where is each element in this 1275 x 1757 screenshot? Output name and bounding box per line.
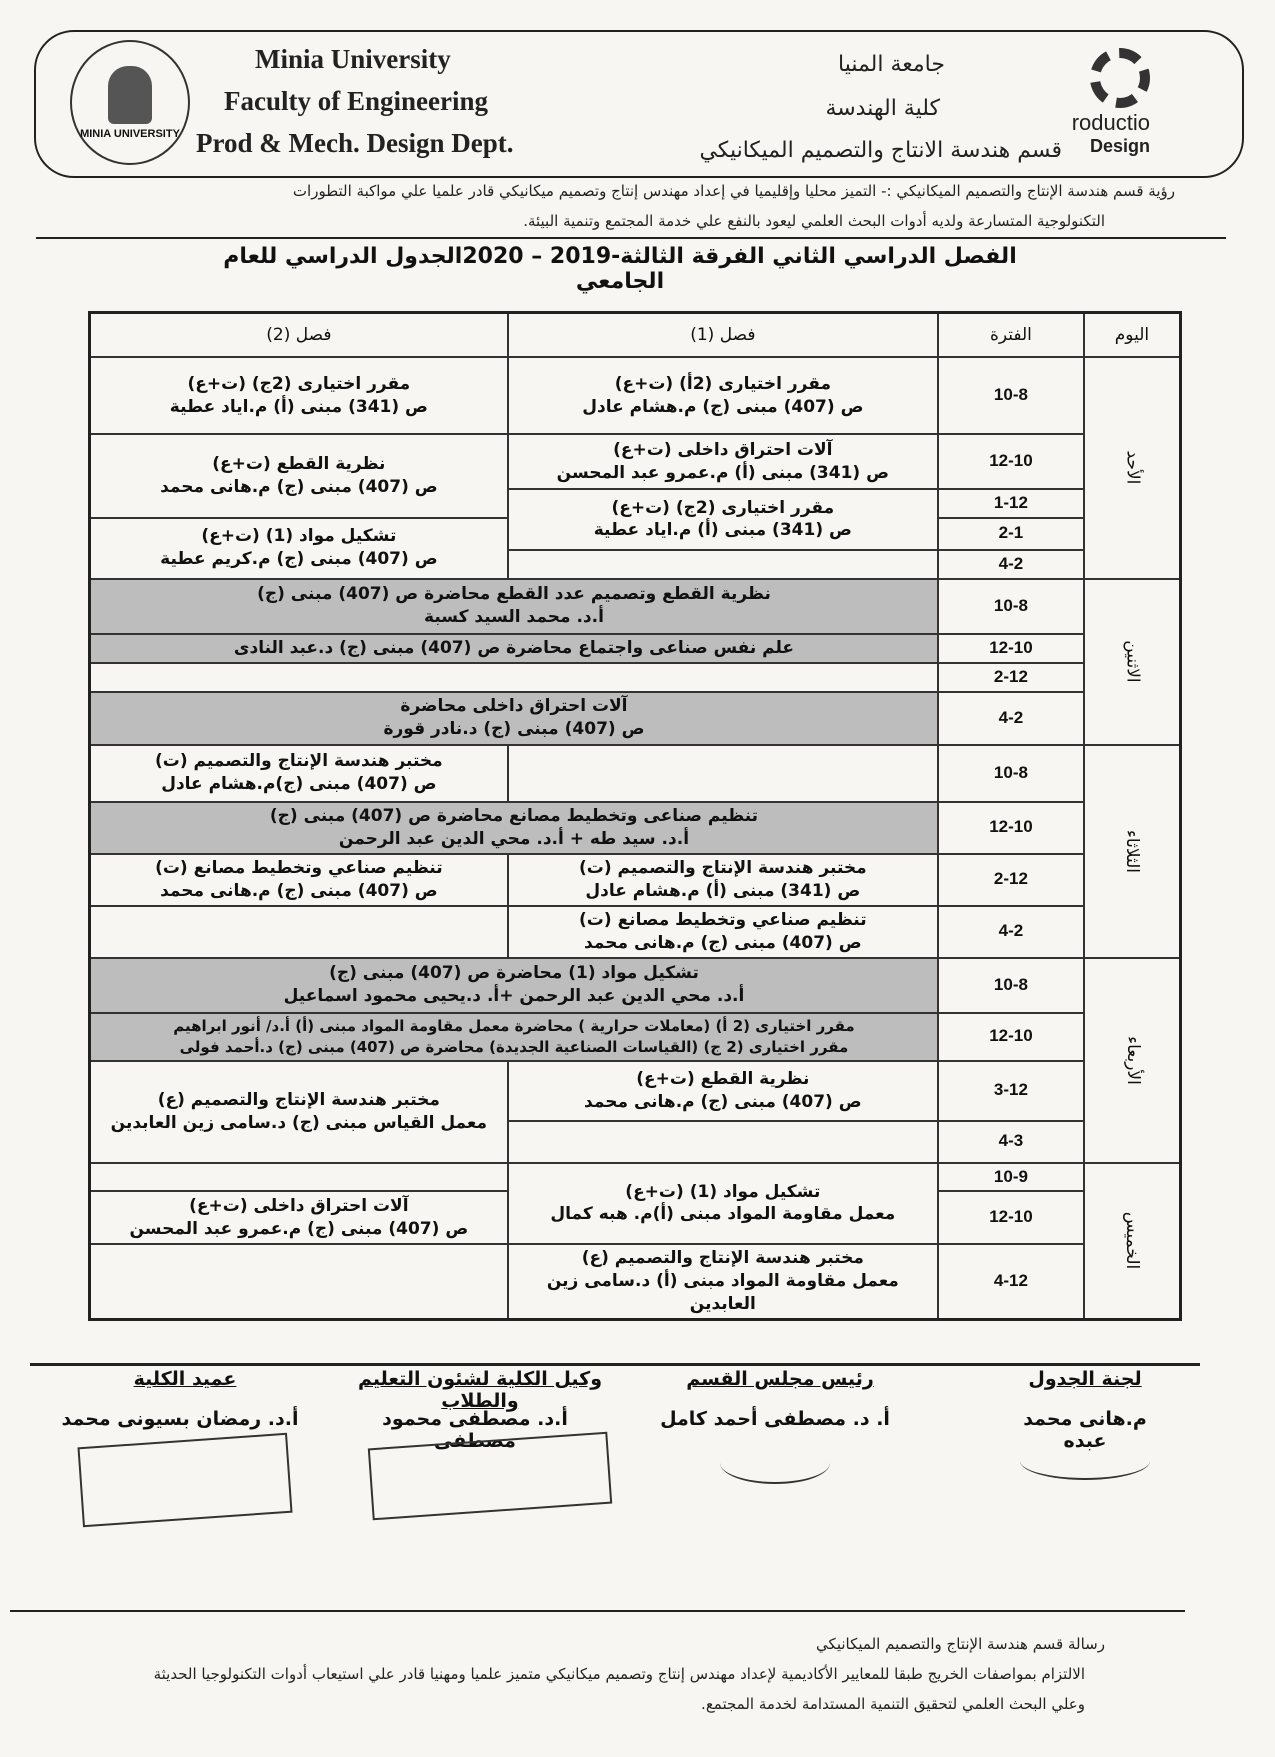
period-cell: 12-10 <box>938 802 1084 854</box>
table-row <box>90 906 1181 958</box>
lecturer-line: أ.د. سيد طه + أ.د. محي الدين عبد الرحمن <box>338 828 690 849</box>
course-line: آلات احتراق داخلى محاضرة <box>400 696 628 717</box>
faculty-name-en: Faculty of Engineering <box>224 86 488 116</box>
footer-divider <box>10 1610 1185 1612</box>
period-cell: 4-2 <box>938 550 1084 579</box>
class-cell <box>508 357 938 434</box>
course-line: تشكيل مواد (1) (ت+ع) <box>201 526 397 547</box>
department-head-name: أ. د. مصطفى أحمد كامل <box>660 1408 890 1430</box>
schedule-title: الفصل الدراسي الثاني الفرقة الثالثة-2019 – 2020الجدول الدراسي للعام الجامعي <box>223 244 1017 294</box>
empty-cell <box>90 906 508 958</box>
department-name-en: Prod & Mech. Design Dept. <box>196 128 514 158</box>
empty-cell <box>508 745 938 802</box>
committee-name: م.هانى محمد عبده <box>1023 1408 1147 1452</box>
course-line: مختبر هندسة الإنتاج والتصميم (ت) <box>578 857 867 878</box>
day-label: الأحد <box>1122 451 1143 485</box>
course-line: نظرية القطع (ت+ع) <box>636 1068 810 1089</box>
committee-label: لجنة الجدول <box>1028 1368 1142 1390</box>
course-line: مختبر هندسة الإنتاج والتصميم (ع) <box>157 1089 440 1110</box>
table-row <box>90 1163 1181 1192</box>
class-cell <box>90 854 508 906</box>
class-cell <box>90 518 508 579</box>
period-cell: 2-12 <box>938 854 1084 906</box>
course-line: نظرية القطع وتصميم عدد القطع محاضرة ص (407) مبنى (ج) <box>257 584 771 605</box>
course-line: علم نفس صناعى واجتماع محاضرة ص (407) مبنى (ج) د.عبد النادى <box>233 637 795 658</box>
period-cell: 2-1 <box>938 518 1084 550</box>
class-cell <box>90 357 508 434</box>
table-row <box>90 854 1181 906</box>
logo-word-design: Design <box>1089 136 1150 156</box>
course-line: تنظيم صناعي وتخطيط مصانع (ت) <box>579 909 867 930</box>
class-cell <box>508 1163 938 1245</box>
vision-line-2: التكنولوجية المتسارعة ولديه أدوات البحث العلمي ليعود بالنفع علي خدمة المجتمع وتنمية البيئة. <box>523 212 1105 230</box>
empty-cell <box>508 1121 938 1163</box>
day-label: الأربعاء <box>1122 1035 1143 1085</box>
room-line: ص (341) مبنى (أ) م.عمرو عبد المحسن <box>556 462 889 483</box>
empty-cell <box>90 1163 508 1192</box>
lecture-cell <box>90 958 938 1013</box>
mission-line-2: وعلي البحث العلمي لتحقيق التنمية المستدامة لخدمة المجتمع. <box>701 1695 1085 1713</box>
course-line: تشكيل مواد (1) محاضرة ص (407) مبنى (ج) <box>329 963 699 984</box>
header-divider <box>36 237 1226 239</box>
course-line: مختبر هندسة الإنتاج والتصميم (ت) <box>155 751 443 772</box>
day-sunday <box>1084 357 1181 579</box>
logo-word-production: roductio <box>1071 110 1150 135</box>
course-line: مقرر اختيارى (2ج) (ت+ع) <box>187 373 411 394</box>
department-head-label: رئيس مجلس القسم <box>686 1368 874 1390</box>
vice-dean-name: أ.د. مصطفى محمود مصطفى <box>382 1408 568 1452</box>
table-row <box>90 357 1181 434</box>
period-cell: 12-10 <box>938 1013 1084 1061</box>
empty-cell <box>90 1244 508 1319</box>
lecture-cell <box>90 692 938 745</box>
course-line: مختبر هندسة الإنتاج والتصميم (ع) <box>581 1248 864 1269</box>
room-line: ص (407) مبنى (ج) م.هانى محمد <box>160 880 438 901</box>
table-row <box>90 1061 1181 1121</box>
lecture-cell <box>90 802 938 854</box>
class-cell <box>508 1061 938 1121</box>
room-line: ص (407) مبنى (ج) م.هانى محمد <box>584 1091 862 1112</box>
period-cell: 3-12 <box>938 1061 1084 1121</box>
course-line: مقرر اختيارى (2ج) (ت+ع) <box>611 497 835 518</box>
class-cell <box>508 906 938 958</box>
mission-title: رسالة قسم هندسة الإنتاج والتصميم الميكانيكي <box>816 1635 1105 1653</box>
room-line: ص (407) مبنى (ج)م.هشام عادل <box>161 774 437 795</box>
room-line: ص (341) مبنى (أ) م.اياد عطية <box>169 396 428 417</box>
course-line: نظرية القطع (ت+ع) <box>212 454 386 475</box>
class-cell <box>508 1244 938 1319</box>
header-section-1: فصل (1) <box>508 313 938 358</box>
day-label: الاثنين <box>1122 640 1143 683</box>
vision-line-1: رؤية قسم هندسة الإنتاج والتصميم الميكانيكي :- التميز محليا وإقليميا في إعداد مهندس إنتاج وتصميم ميكانيكي قادر علميا علي مواكبة التطورات <box>292 182 1175 200</box>
vice-dean-stamp <box>368 1432 612 1521</box>
class-cell <box>508 854 938 906</box>
department-name-ar: قسم هندسة الانتاج والتصميم الميكانيكي <box>699 138 1062 163</box>
lecturer-line: أ.د. محمد السيد كسبة <box>424 607 604 628</box>
day-thursday <box>1084 1163 1181 1320</box>
day-label: الثلاثاء <box>1122 829 1143 873</box>
course-line: تنظيم صناعي وتخطيط مصانع (ت) <box>155 857 443 878</box>
course-line: تشكيل مواد (1) (ت+ع) <box>625 1181 821 1202</box>
room-line: معمل القياس مبنى (ج) د.سامى زين العابدين <box>110 1112 488 1133</box>
table-header-row <box>90 313 1181 358</box>
course-line: تنظيم صناعى وتخطيط مصانع محاضرة ص (407) مبنى (ج) <box>269 805 759 826</box>
day-tuesday <box>1084 745 1181 958</box>
period-cell: 10-8 <box>938 958 1084 1013</box>
university-logo <box>70 40 190 165</box>
period-cell: 12-10 <box>938 634 1084 663</box>
empty-cell <box>90 663 938 692</box>
university-name-en: Minia University <box>255 44 451 74</box>
schedule-table <box>88 311 1182 1321</box>
room-line: ص (407) مبنى (ج) م.هشام عادل <box>582 396 864 417</box>
lecturer-line: ص (407) مبنى (ج) د.نادر قورة <box>383 719 645 740</box>
period-cell: 4-2 <box>938 906 1084 958</box>
table-row <box>90 1013 1181 1061</box>
header-period: الفترة <box>938 313 1084 358</box>
room-line: معمل مقاومة المواد مبنى (أ)م. هبه كمال <box>550 1204 896 1225</box>
room-line: ص (407) مبنى (ج) م.كريم عطية <box>160 549 438 570</box>
logo-caption: MINIA UNIVERSITY <box>80 127 180 140</box>
day-monday <box>1084 579 1181 745</box>
table-row <box>90 802 1181 854</box>
day-wednesday <box>1084 958 1181 1163</box>
department-logo <box>1050 35 1150 170</box>
room-line: ص (341) مبنى (أ) م.اياد عطية <box>593 520 852 541</box>
period-cell: 10-8 <box>938 579 1084 634</box>
class-cell <box>508 434 938 489</box>
table-row <box>90 692 1181 745</box>
vice-dean-label: وكيل الكلية لشئون التعليم والطلاب <box>357 1368 603 1412</box>
table-row <box>90 958 1181 1013</box>
period-cell: 10-9 <box>938 1163 1084 1192</box>
header-day: اليوم <box>1084 313 1181 358</box>
table-row <box>90 434 1181 489</box>
period-cell: 4-12 <box>938 1244 1084 1319</box>
dean-label: عميد الكلية <box>133 1368 237 1390</box>
university-name-ar: جامعة المنيا <box>837 52 945 77</box>
lecture-cell <box>90 579 938 634</box>
period-cell: 4-2 <box>938 692 1084 745</box>
empty-cell <box>508 550 938 579</box>
room-line: ص (407) مبنى (ج) م.عمرو عبد المحسن <box>129 1218 469 1239</box>
day-label: الخميس <box>1122 1212 1143 1270</box>
room-line: معمل مقاومة المواد مبنى (أ) د.سامى زين العابدين <box>546 1271 899 1315</box>
department-head-signature <box>720 1442 830 1484</box>
course-line: مقرر اختيارى (2 أ) (معاملات حرارية ) محاضرة معمل مقاومة المواد مبنى (أ) أ.د/ أنور ابراهيم <box>173 1017 855 1036</box>
table-row <box>90 579 1181 634</box>
lecture-cell <box>90 634 938 663</box>
pharaoh-bust-icon <box>108 66 152 124</box>
table-row <box>90 745 1181 802</box>
mission-line-1: الالتزام بمواصفات الخريج طبقا للمعايير الأكاديمية لإعداد مهندس إنتاج وتصميم ميكانيكي متميز علميا ومهنيا قادر علي استيعاب أدوات التكنولوجيا الحديثة <box>153 1665 1085 1683</box>
lecture-cell <box>90 1013 938 1061</box>
class-cell <box>508 489 938 550</box>
signature-divider <box>30 1363 1200 1366</box>
class-cell <box>90 1061 508 1163</box>
table-row <box>90 634 1181 663</box>
gear-icon <box>1090 48 1150 108</box>
header-section-2: فصل (2) <box>90 313 508 358</box>
lecturer-line: أ.د. محي الدين عبد الرحمن +أ. د.يحيى محمود اسماعيل <box>283 986 745 1006</box>
dean-stamp <box>77 1433 292 1527</box>
course-line: مقرر اختيارى (2 ج) (القياسات الصناعية الجديدة) محاضرة ص (407) مبنى (ج) د.أحمد فولى <box>179 1037 849 1056</box>
course-line: آلات احتراق داخلى (ت+ع) <box>613 439 833 460</box>
period-cell: 12-10 <box>938 434 1084 489</box>
period-cell: 10-8 <box>938 357 1084 434</box>
committee-signature <box>1020 1442 1150 1480</box>
period-cell: 4-3 <box>938 1121 1084 1163</box>
class-cell <box>90 745 508 802</box>
class-cell <box>90 434 508 518</box>
class-cell <box>90 1191 508 1244</box>
period-cell: 10-8 <box>938 745 1084 802</box>
room-line: ص (407) مبنى (ج) م.هانى محمد <box>584 932 862 953</box>
faculty-name-ar: كلية الهندسة <box>825 96 940 121</box>
table-row <box>90 663 1181 692</box>
course-line: مقرر اختيارى (2أ) (ت+ع) <box>614 373 831 394</box>
room-line: ص (341) مبنى (أ) م.هشام عادل <box>585 880 861 901</box>
table-row <box>90 1244 1181 1319</box>
period-cell: 12-10 <box>938 1191 1084 1244</box>
dean-name: أ.د. رمضان بسيونى محمد <box>61 1408 299 1430</box>
period-cell: 2-12 <box>938 663 1084 692</box>
period-cell: 1-12 <box>938 489 1084 518</box>
room-line: ص (407) مبنى (ج) م.هانى محمد <box>160 476 438 497</box>
course-line: آلات احتراق داخلى (ت+ع) <box>189 1196 409 1216</box>
